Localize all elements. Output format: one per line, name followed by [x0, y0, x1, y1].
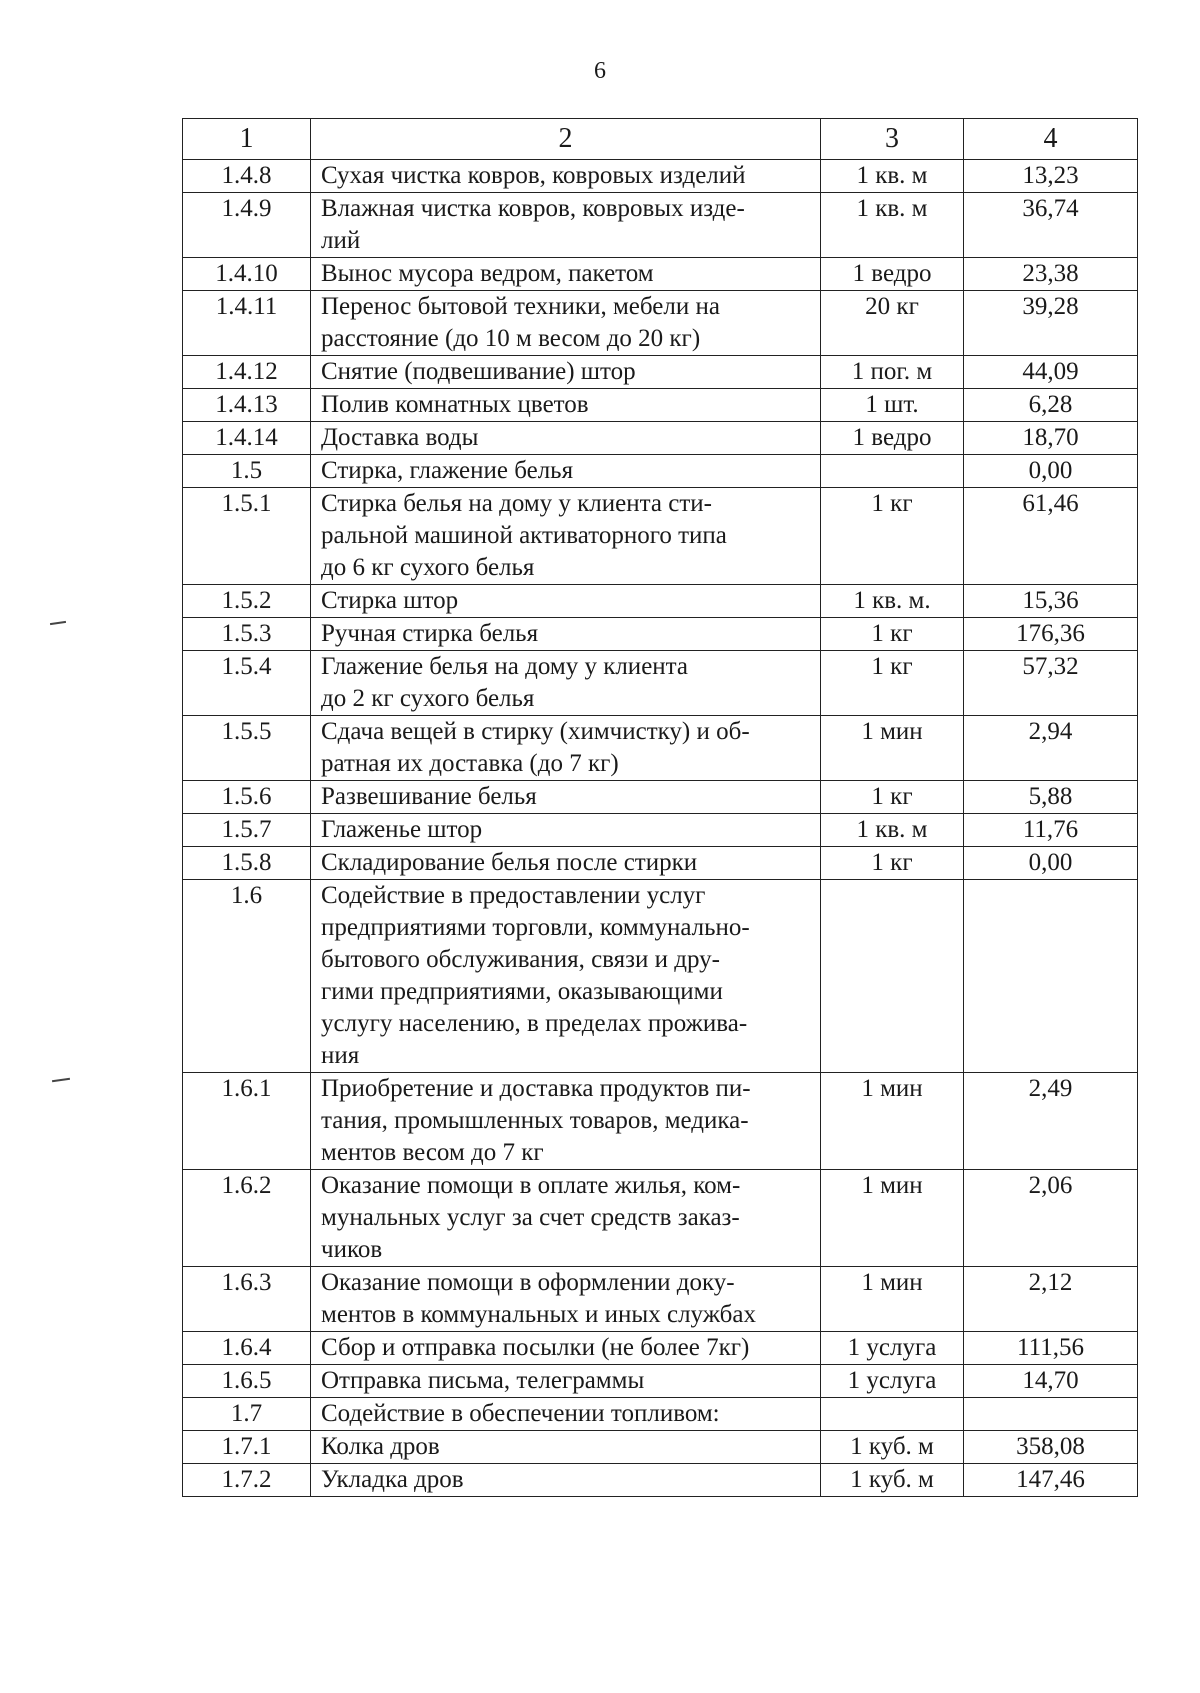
- price-cell: 111,56: [964, 1332, 1138, 1365]
- service-description-cell: Полив комнатных цветов: [311, 389, 821, 422]
- row-number-cell: 1.4.11: [183, 291, 311, 356]
- table-body: [183, 160, 1138, 1497]
- service-description-cell: Отправка письма, телеграммы: [311, 1365, 821, 1398]
- unit-cell: 1 куб. м: [821, 1464, 964, 1497]
- unit-cell: 1 ведро: [821, 422, 964, 455]
- service-description-cell: Сдача вещей в стирку (химчистку) и об- ратная их доставка (до 7 кг): [311, 716, 821, 781]
- row-number-cell: 1.4.13: [183, 389, 311, 422]
- service-description-cell: Вынос мусора ведром, пакетом: [311, 258, 821, 291]
- service-description-cell: Глажение белья на дому у клиента до 2 кг сухого белья: [311, 651, 821, 716]
- margin-mark: [50, 621, 66, 625]
- row-number-cell: 1.5.8: [183, 847, 311, 880]
- unit-cell: 1 кв. м: [821, 814, 964, 847]
- row-number-cell: 1.4.8: [183, 160, 311, 193]
- unit-cell: 1 услуга: [821, 1332, 964, 1365]
- row-number-cell: 1.5.2: [183, 585, 311, 618]
- unit-cell: 1 пог. м: [821, 356, 964, 389]
- price-cell: 61,46: [964, 488, 1138, 585]
- table-row: [183, 1332, 1138, 1365]
- table-row: [183, 1170, 1138, 1267]
- price-cell: 2,49: [964, 1073, 1138, 1170]
- column-header-1: 1: [183, 119, 311, 160]
- table-row: [183, 258, 1138, 291]
- table-row: [183, 1365, 1138, 1398]
- column-header-3: 3: [821, 119, 964, 160]
- service-description-cell: Ручная стирка белья: [311, 618, 821, 651]
- table-row: [183, 455, 1138, 488]
- service-description-cell: Влажная чистка ковров, ковровых изде- лий: [311, 193, 821, 258]
- service-description-cell: Содействие в предоставлении услуг предприятиями торговли, коммунально- бытового обслуживания, связи и дру- гими предприятиями, оказывающими услугу населению, в пределах прожива- ния: [311, 880, 821, 1073]
- price-cell: 147,46: [964, 1464, 1138, 1497]
- service-description-cell: Сухая чистка ковров, ковровых изделий: [311, 160, 821, 193]
- table-row: [183, 651, 1138, 716]
- price-cell: 23,38: [964, 258, 1138, 291]
- table-row: [183, 585, 1138, 618]
- margin-mark: [52, 1078, 70, 1082]
- service-description-cell: Оказание помощи в оплате жилья, ком- мунальных услуг за счет средств заказ- чиков: [311, 1170, 821, 1267]
- row-number-cell: 1.5.4: [183, 651, 311, 716]
- table-row: [183, 291, 1138, 356]
- row-number-cell: 1.4.9: [183, 193, 311, 258]
- unit-cell: 1 мин: [821, 1073, 964, 1170]
- price-cell: 5,88: [964, 781, 1138, 814]
- row-number-cell: 1.7.1: [183, 1431, 311, 1464]
- price-cell: 13,23: [964, 160, 1138, 193]
- price-cell: 57,32: [964, 651, 1138, 716]
- row-number-cell: 1.6.2: [183, 1170, 311, 1267]
- table-row: [183, 422, 1138, 455]
- table-row: [183, 1398, 1138, 1431]
- table-row: [183, 488, 1138, 585]
- page-number: 6: [594, 58, 606, 84]
- row-number-cell: 1.7.2: [183, 1464, 311, 1497]
- table-row: [183, 1431, 1138, 1464]
- service-description-cell: Приобретение и доставка продуктов пи- тания, промышленных товаров, медика- ментов весом до 7 кг: [311, 1073, 821, 1170]
- row-number-cell: 1.6.1: [183, 1073, 311, 1170]
- unit-cell: 1 кг: [821, 618, 964, 651]
- price-cell: 11,76: [964, 814, 1138, 847]
- service-description-cell: Колка дров: [311, 1431, 821, 1464]
- table-header-row: [183, 119, 1138, 160]
- unit-cell: 20 кг: [821, 291, 964, 356]
- row-number-cell: 1.4.10: [183, 258, 311, 291]
- unit-cell: [821, 455, 964, 488]
- table-row: [183, 1073, 1138, 1170]
- unit-cell: 1 кг: [821, 781, 964, 814]
- unit-cell: 1 кв. м: [821, 193, 964, 258]
- row-number-cell: 1.6.3: [183, 1267, 311, 1332]
- unit-cell: 1 ведро: [821, 258, 964, 291]
- price-cell: 2,06: [964, 1170, 1138, 1267]
- unit-cell: [821, 1398, 964, 1431]
- service-price-table: [182, 118, 1138, 1497]
- unit-cell: 1 кв. м: [821, 160, 964, 193]
- service-description-cell: Стирка, глажение белья: [311, 455, 821, 488]
- service-description-cell: Развешивание белья: [311, 781, 821, 814]
- unit-cell: 1 мин: [821, 1170, 964, 1267]
- table-row: [183, 716, 1138, 781]
- price-cell: 358,08: [964, 1431, 1138, 1464]
- price-cell: [964, 880, 1138, 1073]
- price-cell: 39,28: [964, 291, 1138, 356]
- unit-cell: 1 шт.: [821, 389, 964, 422]
- price-cell: 44,09: [964, 356, 1138, 389]
- row-number-cell: 1.6: [183, 880, 311, 1073]
- service-description-cell: Снятие (подвешивание) штор: [311, 356, 821, 389]
- service-description-cell: Сбор и отправка посылки (не более 7кг): [311, 1332, 821, 1365]
- unit-cell: [821, 880, 964, 1073]
- table-row: [183, 193, 1138, 258]
- service-description-cell: Стирка штор: [311, 585, 821, 618]
- unit-cell: 1 кг: [821, 488, 964, 585]
- row-number-cell: 1.4.12: [183, 356, 311, 389]
- column-header-4: 4: [964, 119, 1138, 160]
- row-number-cell: 1.4.14: [183, 422, 311, 455]
- price-cell: 2,12: [964, 1267, 1138, 1332]
- table-row: [183, 1464, 1138, 1497]
- table-row: [183, 389, 1138, 422]
- unit-cell: 1 услуга: [821, 1365, 964, 1398]
- price-cell: 0,00: [964, 847, 1138, 880]
- service-description-cell: Глаженье штор: [311, 814, 821, 847]
- unit-cell: 1 кг: [821, 651, 964, 716]
- price-cell: 15,36: [964, 585, 1138, 618]
- row-number-cell: 1.5.6: [183, 781, 311, 814]
- row-number-cell: 1.5.3: [183, 618, 311, 651]
- price-cell: 6,28: [964, 389, 1138, 422]
- row-number-cell: 1.5.1: [183, 488, 311, 585]
- service-description-cell: Доставка воды: [311, 422, 821, 455]
- unit-cell: 1 кг: [821, 847, 964, 880]
- row-number-cell: 1.5.7: [183, 814, 311, 847]
- column-header-2: 2: [311, 119, 821, 160]
- price-cell: 176,36: [964, 618, 1138, 651]
- service-description-cell: Укладка дров: [311, 1464, 821, 1497]
- service-description-cell: Содействие в обеспечении топливом:: [311, 1398, 821, 1431]
- service-description-cell: Складирование белья после стирки: [311, 847, 821, 880]
- price-cell: 36,74: [964, 193, 1138, 258]
- table-row: [183, 160, 1138, 193]
- service-description-cell: Стирка белья на дому у клиента сти- ральной машиной активаторного типа до 6 кг сухого белья: [311, 488, 821, 585]
- table-row: [183, 781, 1138, 814]
- price-cell: [964, 1398, 1138, 1431]
- price-cell: 18,70: [964, 422, 1138, 455]
- price-cell: 14,70: [964, 1365, 1138, 1398]
- table-row: [183, 1267, 1138, 1332]
- price-cell: 0,00: [964, 455, 1138, 488]
- price-cell: 2,94: [964, 716, 1138, 781]
- table-row: [183, 814, 1138, 847]
- row-number-cell: 1.5.5: [183, 716, 311, 781]
- unit-cell: 1 мин: [821, 1267, 964, 1332]
- table-row: [183, 618, 1138, 651]
- unit-cell: 1 куб. м: [821, 1431, 964, 1464]
- row-number-cell: 1.6.5: [183, 1365, 311, 1398]
- row-number-cell: 1.6.4: [183, 1332, 311, 1365]
- row-number-cell: 1.7: [183, 1398, 311, 1431]
- service-description-cell: Оказание помощи в оформлении доку- ментов в коммунальных и иных службах: [311, 1267, 821, 1332]
- table-row: [183, 847, 1138, 880]
- unit-cell: 1 мин: [821, 716, 964, 781]
- unit-cell: 1 кв. м.: [821, 585, 964, 618]
- table-row: [183, 356, 1138, 389]
- row-number-cell: 1.5: [183, 455, 311, 488]
- service-description-cell: Перенос бытовой техники, мебели на расстояние (до 10 м весом до 20 кг): [311, 291, 821, 356]
- table-row: [183, 880, 1138, 1073]
